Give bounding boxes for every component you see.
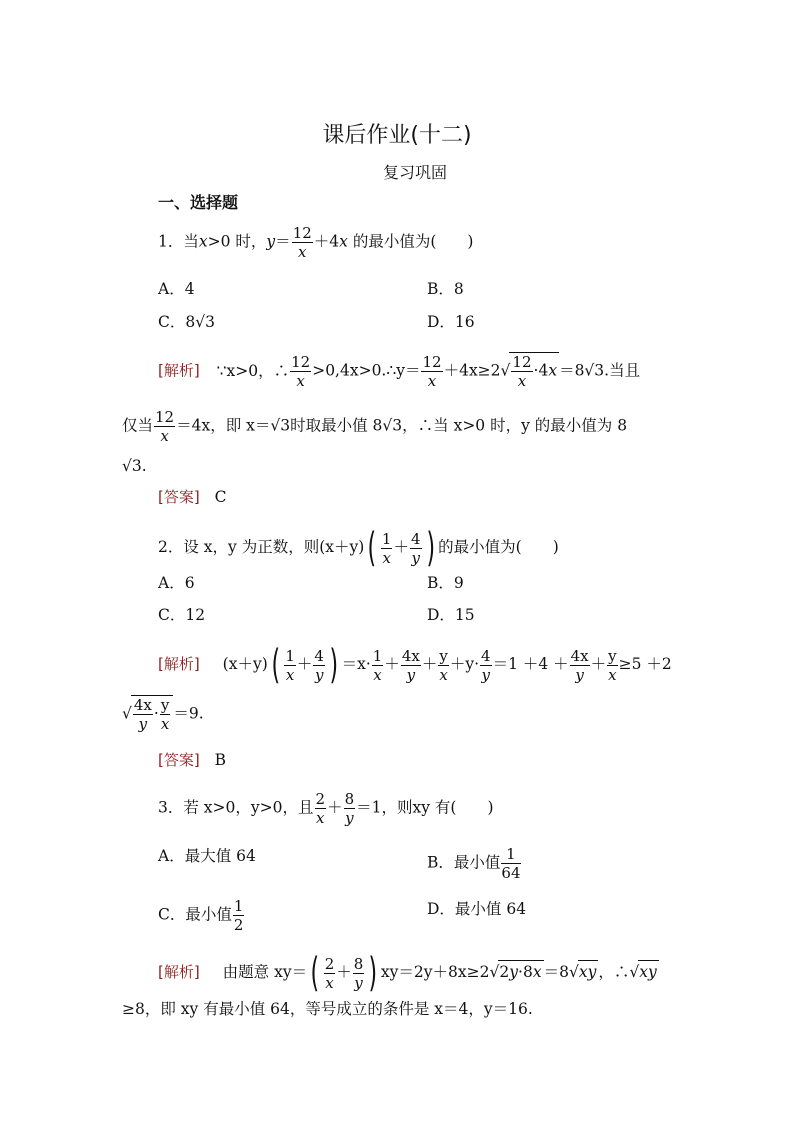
q1-option-a: A．4: [158, 280, 195, 298]
q1-answer: [答案] C: [158, 488, 227, 506]
q3-analysis-line-1: [解析] 由题意 xy＝( $\frac{2}{x}$ ＋ $\frac{8}{y}$ ) xy＝2y＋8x≥2√2y·8x ＝8√xy ，∴√xy: [158, 950, 657, 996]
question-3-stem: 3．若 x>0，y>0，且 $\frac{2}{x}$ ＋ $\frac{8}{y}$ ＝1，则xy 有( ): [158, 790, 494, 827]
q3-option-c: C．最小值 $\frac{1}{2}$: [158, 897, 244, 934]
q1-option-b: B．8: [427, 280, 464, 298]
q1-analysis-line-3: √3.: [122, 457, 147, 475]
q3-option-b: B．最小值 $\frac{1}{64}$: [427, 845, 521, 882]
q3-option-a: A．最大值 64: [158, 847, 256, 865]
q2-analysis-line-2: √ $\frac{4x}{y}$ · $\frac{y}{x}$ ＝9.: [122, 696, 204, 733]
q1-option-c: C．8√3: [158, 313, 215, 331]
q2-option-c: C．12: [158, 606, 206, 624]
square-root: $\frac{4x}{y}$ · $\frac{y}{x}$: [131, 695, 173, 733]
page-subtitle: 复习巩固: [382, 163, 447, 182]
answer-tag: [答案]: [158, 488, 200, 506]
analysis-tag: [解析]: [158, 361, 200, 380]
q2-analysis-line-1: [解析] (x＋y)( $\frac{1}{x}$ ＋ $\frac{4}{y}$ ) ＝x· $\frac{1}{x}$ ＋ $\frac{4x}{y}$ ＋ $\frac{y}{x}$ ＋y· $\frac{4}{y}$ ＝1 ＋4 ＋ $\frac{4x}{y}$ ＋ $\frac{y}{x}$ ≥5 ＋2: [158, 642, 672, 688]
square-root: $\frac{12}{x}$ ·4x: [509, 352, 559, 390]
question-1-stem: 1．当x>0 时，y＝ $\frac{12}{x}$ ＋4x 的最小值为( ): [158, 224, 474, 261]
q2-option-a: A．6: [158, 574, 195, 592]
section-heading: 一、选择题: [158, 193, 239, 212]
q2-option-b: B．9: [427, 574, 464, 592]
question-2-stem: 2．设 x，y 为正数，则(x＋y)( $\frac{1}{x}$ ＋ $\frac{4}{y}$ ) 的最小值为( ): [158, 525, 559, 571]
fraction: $\frac{12}{x}$: [292, 224, 312, 261]
q1-analysis-line-2: 仅当 $\frac{12}{x}$ ＝4x，即 x＝√3时取最小值 8√3，∴当 x>0 时，y 的最小值为 8: [122, 408, 628, 445]
q2-answer: [答案] B: [158, 751, 227, 769]
q1-analysis-line-1: [解析] ∵x>0，∴ $\frac{12}{x}$ >0,4x>0.∴y＝ $\frac{12}{x}$ ＋4x≥2√ $\frac{12}{x}$ ·4x ＝8√3.当且: [158, 353, 641, 390]
q3-analysis-line-2: ≥8，即 xy 有最小值 64，等号成立的条件是 x＝4，y＝16.: [122, 1000, 533, 1018]
page-title: 课后作业(十二): [322, 123, 472, 148]
q1-option-d: D．16: [427, 313, 475, 331]
q2-option-d: D．15: [427, 606, 475, 624]
q3-option-d: D．最小值 64: [427, 900, 527, 918]
